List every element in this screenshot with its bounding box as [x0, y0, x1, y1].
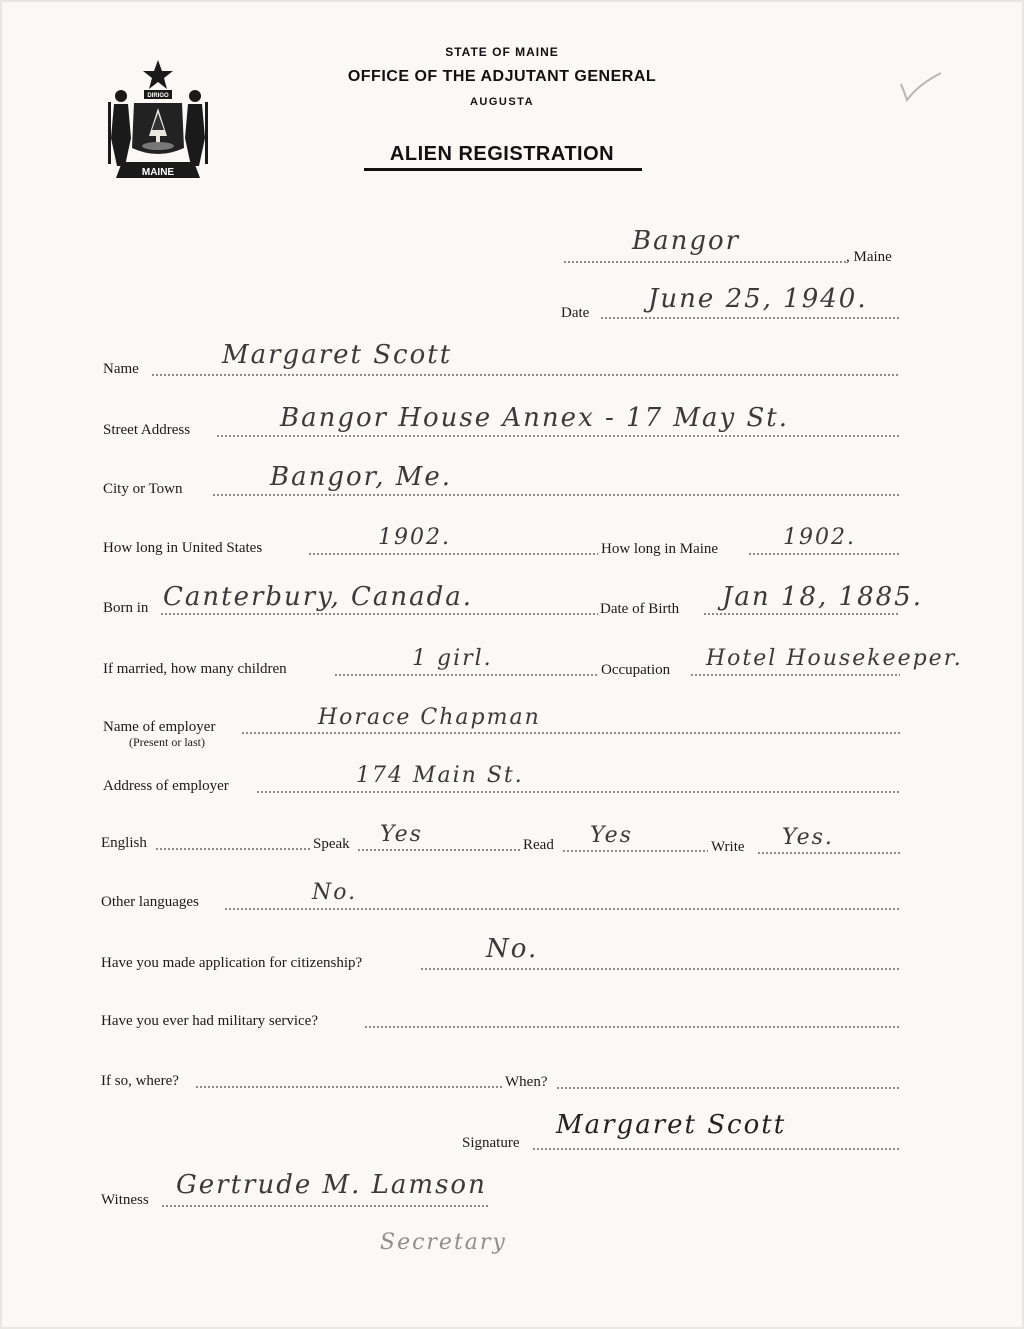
children-label: If married, how many children — [103, 661, 287, 677]
employer-address-value: 174 Main St. — [356, 763, 524, 788]
office-heading: OFFICE OF THE ADJUTANT GENERAL — [347, 68, 657, 85]
occupation-line — [690, 674, 900, 676]
where-line — [195, 1086, 503, 1088]
speak-label: Speak — [313, 836, 350, 852]
place-suffix: , Maine — [846, 249, 892, 265]
seal-banner: MAINE — [141, 167, 175, 178]
dob-line — [703, 613, 900, 615]
speak-line — [357, 849, 520, 851]
speak-value: Yes — [380, 822, 423, 847]
when-label: When? — [505, 1074, 548, 1090]
employer-value: Horace Chapman — [318, 705, 541, 730]
witness-line — [161, 1205, 488, 1207]
employer-address-line — [256, 791, 900, 793]
date-label: Date — [561, 305, 590, 321]
form-title: ALIEN REGISTRATION — [389, 143, 615, 165]
born-line — [160, 613, 598, 615]
us-years-line — [308, 553, 598, 555]
city-heading: AUGUSTA — [469, 96, 535, 108]
employer-label: Name of employer — [103, 719, 216, 735]
occupation-label: Occupation — [601, 662, 671, 678]
maine-years-value: 1902. — [783, 525, 856, 550]
employer-sublabel: (Present or last) — [129, 735, 205, 749]
signature-value: Margaret Scott — [556, 1110, 787, 1140]
english-line — [155, 848, 310, 850]
write-value: Yes. — [782, 825, 834, 850]
maine-state-seal-icon — [104, 58, 212, 183]
children-line — [334, 674, 598, 676]
write-line — [757, 852, 900, 854]
other-languages-value: No. — [312, 880, 358, 905]
military-label: Have you ever had military service? — [101, 1013, 318, 1029]
street-value: Bangor House Annex - 17 May St. — [280, 403, 789, 433]
english-label: English — [101, 835, 147, 851]
born-label: Born in — [103, 600, 149, 616]
name-label: Name — [103, 361, 139, 377]
title-underline — [364, 168, 642, 171]
city-value: Bangor, Me. — [270, 462, 453, 492]
read-value: Yes — [590, 823, 633, 848]
signature-label: Signature — [462, 1135, 520, 1151]
other-languages-label: Other languages — [101, 894, 199, 910]
read-label: Read — [523, 837, 554, 853]
born-value: Canterbury, Canada. — [163, 582, 474, 612]
occupation-value: Hotel Housekeeper. — [706, 646, 963, 671]
street-line — [216, 435, 900, 437]
dob-value: Jan 18, 1885. — [722, 582, 923, 612]
witness-value: Gertrude M. Lamson — [176, 1170, 487, 1200]
when-line — [556, 1087, 900, 1089]
witness-title: Secretary — [380, 1230, 507, 1255]
check-mark-icon — [893, 70, 945, 106]
maine-years-line — [748, 553, 900, 555]
state-heading: STATE OF MAINE — [445, 45, 559, 59]
place-line — [563, 261, 846, 263]
name-value: Margaret Scott — [222, 340, 453, 370]
witness-label: Witness — [101, 1192, 149, 1208]
employer-line — [241, 732, 900, 734]
date-value: June 25, 1940. — [648, 284, 868, 314]
street-label: Street Address — [103, 422, 191, 438]
other-languages-line — [224, 908, 900, 910]
name-line — [151, 374, 900, 376]
write-label: Write — [711, 839, 745, 855]
children-value: 1 girl. — [412, 646, 493, 671]
date-line — [600, 317, 900, 319]
maine-years-label: How long in Maine — [601, 541, 719, 557]
place-value: Bangor — [632, 226, 741, 256]
citizenship-value: No. — [486, 934, 539, 964]
dob-label: Date of Birth — [600, 601, 680, 617]
city-line — [212, 494, 900, 496]
us-years-value: 1902. — [378, 525, 451, 550]
signature-line — [532, 1148, 900, 1150]
citizenship-label: Have you made application for citizenship? — [101, 955, 363, 971]
citizenship-line — [420, 968, 900, 970]
city-label: City or Town — [103, 481, 183, 497]
military-line — [364, 1026, 900, 1028]
employer-address-label: Address of employer — [103, 778, 229, 794]
seal-motto: DIRIGO — [147, 93, 169, 99]
where-label: If so, where? — [101, 1073, 179, 1089]
read-line — [562, 850, 708, 852]
us-years-label: How long in United States — [103, 540, 263, 556]
